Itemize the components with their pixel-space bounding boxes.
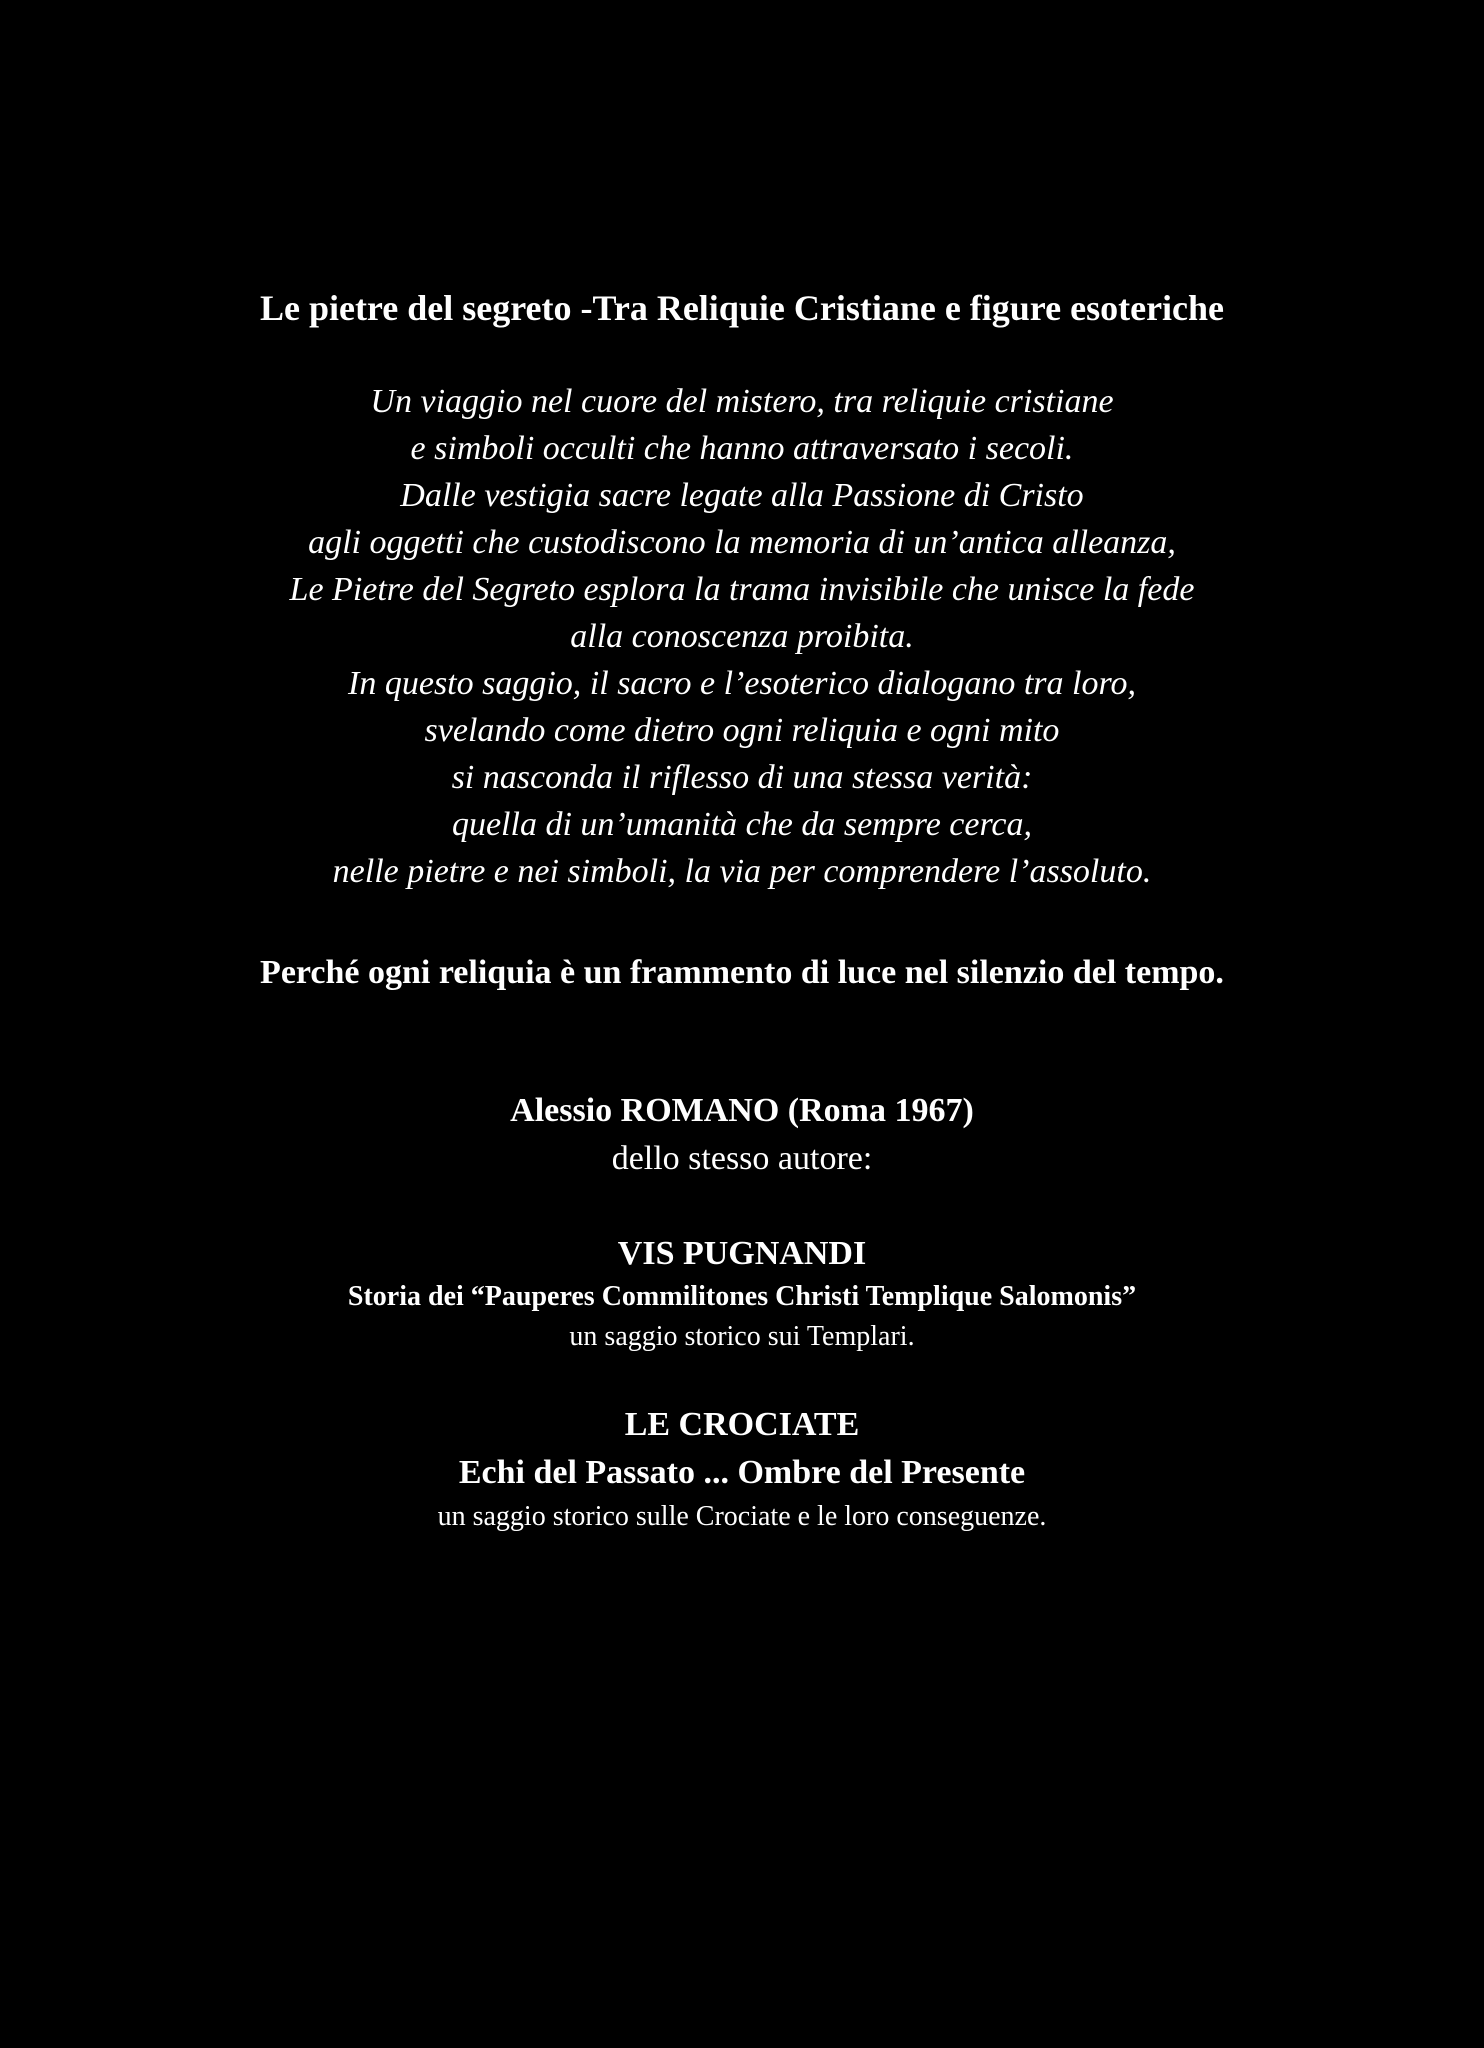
other-book-title: LE CROCIATE (624, 1406, 860, 1443)
synopsis-line: e simboli occulti che hanno attraversato i secoli. (410, 430, 1074, 467)
synopsis-line: nelle pietre e nei simboli, la via per comprendere l’assoluto. (332, 853, 1152, 890)
synopsis-line: Dalle vestigia sacre legate alla Passione di Cristo (400, 477, 1084, 514)
other-works-label: dello stesso autore: (611, 1140, 873, 1177)
synopsis (0, 378, 1484, 895)
synopsis-line: svelando come dietro ogni reliquia e ogni mito (424, 712, 1060, 749)
synopsis-line: alla conoscenza proibita. (570, 618, 914, 655)
other-book-subtitle: Echi del Passato ... Ombre del Presente (458, 1454, 1026, 1491)
other-book-description: un saggio storico sui Templari. (569, 1321, 915, 1352)
synopsis-line: agli oggetti che custodiscono la memoria di un’antica alleanza, (308, 524, 1176, 561)
tagline: Perché ogni reliquia è un frammento di luce nel silenzio del tempo. (260, 954, 1224, 991)
synopsis-line: quella di un’umanità che da sempre cerca, (451, 806, 1033, 843)
synopsis-line: In questo saggio, il sacro e l’esoterico dialogano tra loro, (348, 665, 1136, 702)
synopsis-line: Un viaggio nel cuore del mistero, tra reliquie cristiane (370, 383, 1114, 420)
other-book-description: un saggio storico sulle Crociate e le loro conseguenze. (437, 1501, 1047, 1532)
other-book-title: VIS PUGNANDI (617, 1235, 867, 1272)
other-book-subtitle: Storia dei “Pauperes Commilitones Christi Templique Salomonis” (347, 1281, 1137, 1312)
synopsis-line: Le Pietre del Segreto esplora la trama invisibile che unisce la fede (289, 571, 1195, 608)
book-title: Le pietre del segreto -Tra Reliquie Cristiane e figure esoteriche (259, 288, 1225, 328)
author-name: Alessio ROMANO (Roma 1967) (510, 1092, 974, 1129)
synopsis-line: si nasconda il riflesso di una stessa verità: (451, 759, 1033, 796)
